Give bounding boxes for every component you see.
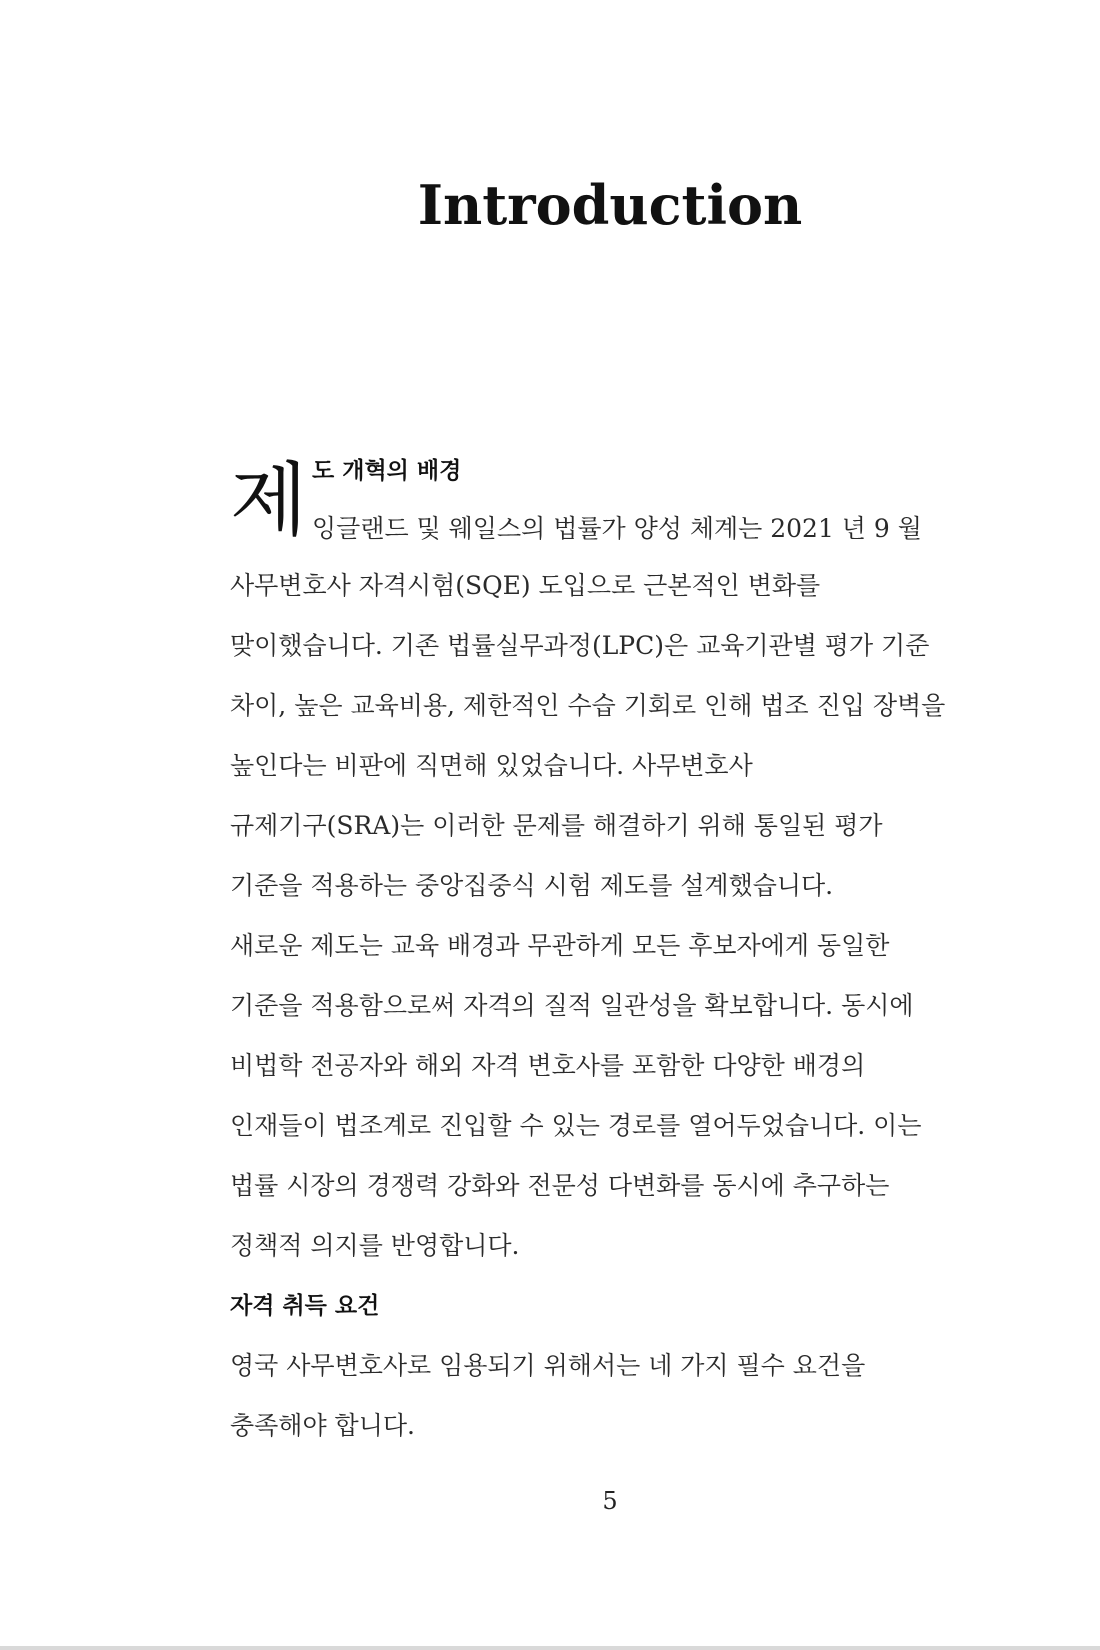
paragraph-line: 충족해야 합니다. [230, 1411, 415, 1440]
paragraph-line: 규제기구(SRA)는 이러한 문제를 해결하기 위해 통일된 평가 [230, 811, 883, 840]
paragraph-background [230, 556, 1000, 1276]
paragraph-line: 사무변호사 자격시험(SQE) 도입으로 근본적인 변화를 [230, 571, 821, 600]
page-title: Introduction [417, 173, 803, 237]
paragraph-line: 기준을 적용함으로써 자격의 질적 일관성을 확보합니다. 동시에 [230, 991, 914, 1020]
paragraph-line: 맞이했습니다. 기존 법률실무과정(LPC)은 교육기관별 평가 기준 [230, 631, 930, 660]
body-text [230, 456, 1000, 1456]
bottom-divider [0, 1646, 1100, 1650]
page-number: 5 [602, 1487, 618, 1515]
paragraph-line: 높인다는 비판에 직면해 있었습니다. 사무변호사 [230, 751, 753, 780]
drop-cap: 제 [230, 454, 308, 547]
paragraph-line: 법률 시장의 경쟁력 강화와 전문성 다변화를 동시에 추구하는 [230, 1171, 890, 1200]
section-intro [230, 456, 1000, 560]
section-heading-background: 도 개혁의 배경 [312, 458, 462, 484]
paragraph-line: 새로운 제도는 교육 배경과 무관하게 모든 후보자에게 동일한 [230, 931, 890, 960]
section-heading-requirements: 자격 취득 요건 [230, 1293, 380, 1319]
paragraph-requirements [230, 1336, 1000, 1456]
paragraph-line: 비법학 전공자와 해외 자격 변호사를 포함한 다양한 배경의 [230, 1051, 866, 1080]
paragraph-line: 인재들이 법조계로 진입할 수 있는 경로를 열어두었습니다. 이는 [230, 1111, 922, 1140]
paragraph-line: 잉글랜드 및 웨일스의 법률가 양성 체계는 2021 년 9 월 [312, 514, 922, 543]
paragraph-line: 차이, 높은 교육비용, 제한적인 수습 기회로 인해 법조 진입 장벽을 [230, 691, 946, 720]
paragraph-line: 영국 사무변호사로 임용되기 위해서는 네 가지 필수 요건을 [230, 1351, 866, 1380]
paragraph-line: 기준을 적용하는 중앙집중식 시험 제도를 설계했습니다. [230, 871, 834, 900]
paragraph-line: 정책적 의지를 반영합니다. [230, 1231, 520, 1260]
